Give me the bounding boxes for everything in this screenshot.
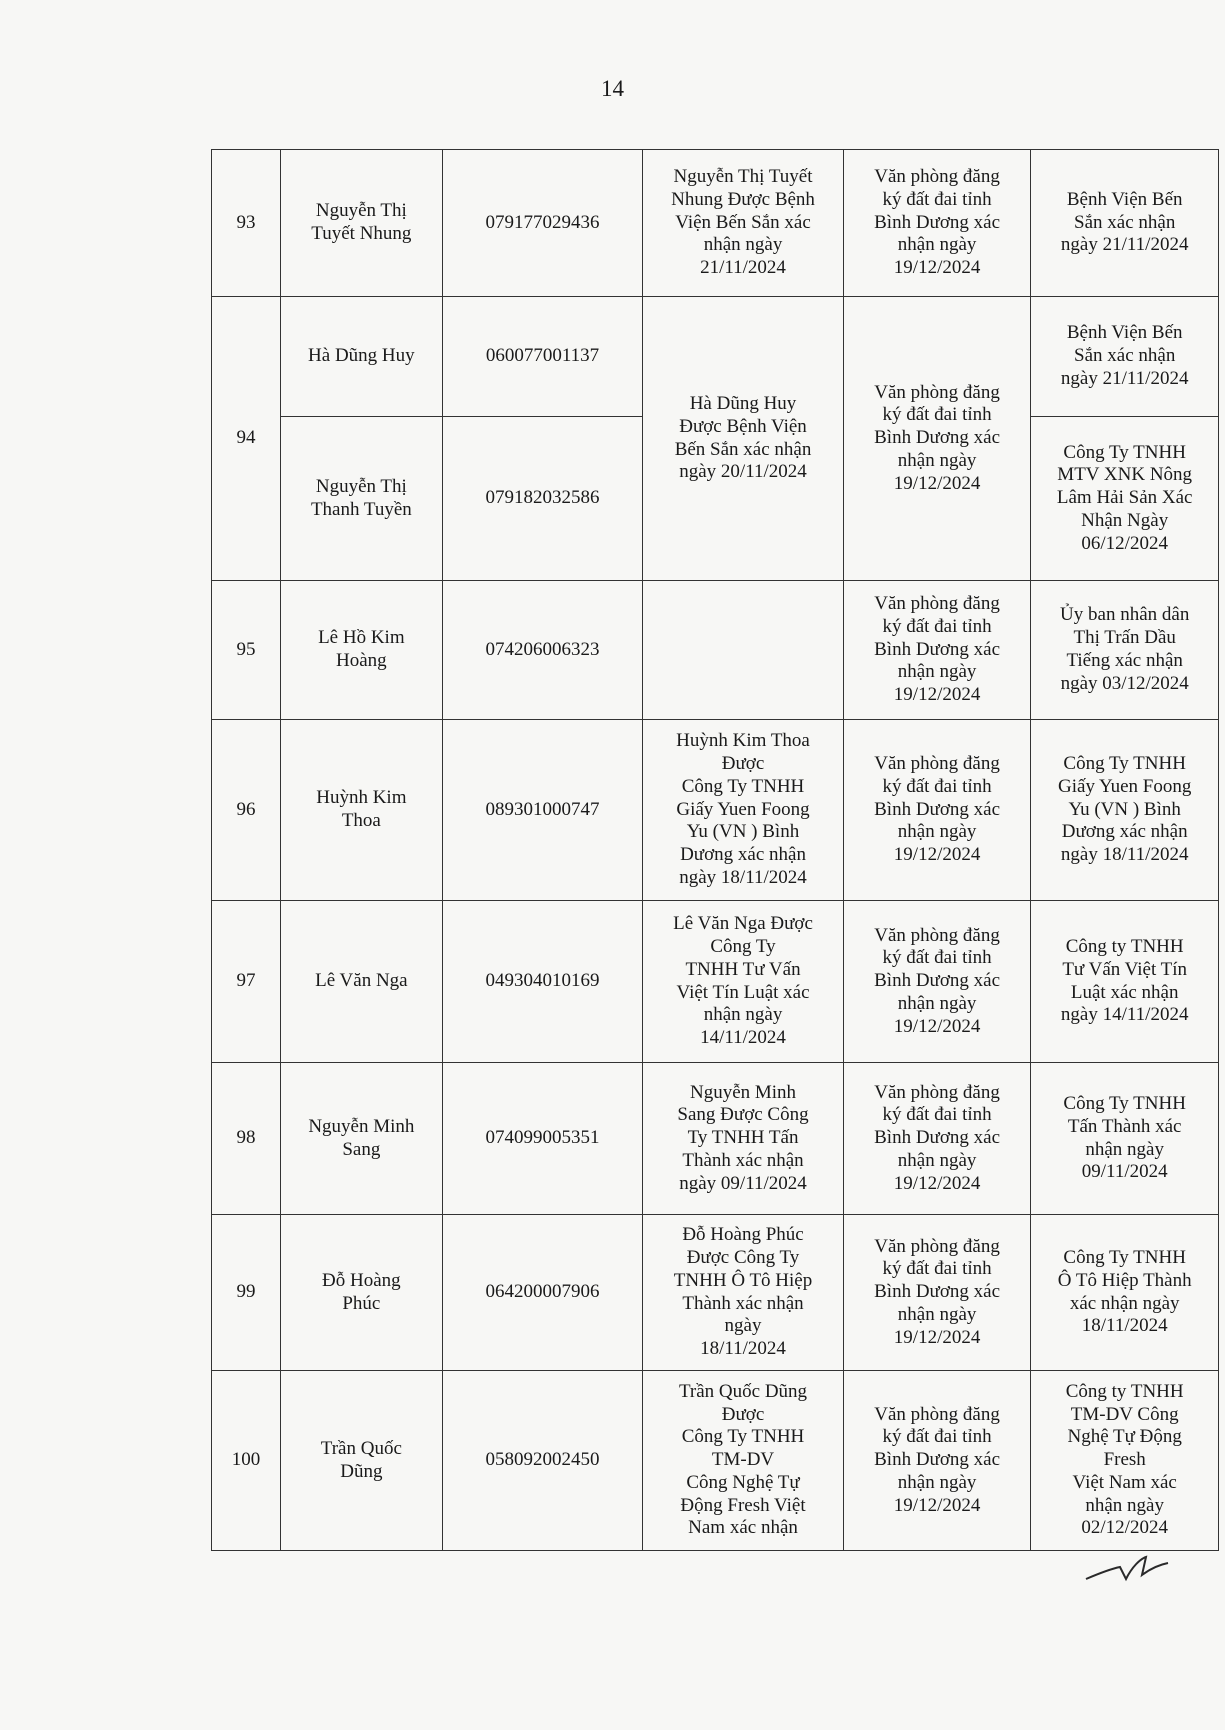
name-cell: Nguyễn Thị Thanh Tuyền [281, 417, 443, 581]
name-cell: Trần Quốc Dũng [281, 1371, 443, 1551]
note-cell: Lê Văn Nga Được Công Ty TNHH Tư Vấn Việt Tín Luật xác nhận ngày 14/11/2024 [643, 901, 844, 1063]
records-table [211, 149, 1219, 1551]
row-number-cell: 94 [212, 297, 281, 581]
note-cell: Nguyễn Thị Tuyết Nhung Được Bệnh Viện Bến Sắn xác nhận ngày 21/11/2024 [643, 150, 844, 297]
table-row [212, 720, 1219, 901]
note-cell: Nguyễn Minh Sang Được Công Ty TNHH Tấn Thành xác nhận ngày 09/11/2024 [643, 1063, 844, 1215]
confirmation-cell: Công ty TNHH TM-DV Công Nghệ Tự Động Fresh Việt Nam xác nhận ngày 02/12/2024 [1031, 1371, 1219, 1551]
confirmation-cell: Bệnh Viện Bến Sắn xác nhận ngày 21/11/2024 [1031, 150, 1219, 297]
id-number-cell: 089301000747 [442, 720, 643, 901]
id-number-cell: 064200007906 [442, 1215, 643, 1371]
row-number-cell: 95 [212, 581, 281, 720]
row-number-cell: 93 [212, 150, 281, 297]
office-confirmation-cell: Văn phòng đăng ký đất đai tỉnh Bình Dương xác nhận ngày 19/12/2024 [843, 150, 1031, 297]
table-row [212, 581, 1219, 720]
confirmation-cell: Công Ty TNHH Giấy Yuen Foong Yu (VN ) Bình Dương xác nhận ngày 18/11/2024 [1031, 720, 1219, 901]
note-cell: Đỗ Hoàng Phúc Được Công Ty TNHH Ô Tô Hiệp Thành xác nhận ngày 18/11/2024 [643, 1215, 844, 1371]
office-confirmation-cell: Văn phòng đăng ký đất đai tỉnh Bình Dương xác nhận ngày 19/12/2024 [843, 297, 1031, 581]
row-number-cell: 97 [212, 901, 281, 1063]
confirmation-cell: Ủy ban nhân dân Thị Trấn Dầu Tiếng xác nhận ngày 03/12/2024 [1031, 581, 1219, 720]
note-cell: Trần Quốc Dũng Được Công Ty TNHH TM-DV Công Nghệ Tự Động Fresh Việt Nam xác nhận [643, 1371, 844, 1551]
note-cell: Huỳnh Kim Thoa Được Công Ty TNHH Giấy Yuen Foong Yu (VN ) Bình Dương xác nhận ngày 18/11/2024 [643, 720, 844, 901]
id-number-cell: 079177029436 [442, 150, 643, 297]
name-cell: Đỗ Hoàng Phúc [281, 1215, 443, 1371]
id-number-cell: 060077001137 [442, 297, 643, 417]
page-number: 14 [601, 76, 624, 101]
name-cell: Hà Dũng Huy [281, 297, 443, 417]
row-number-cell: 99 [212, 1215, 281, 1371]
note-cell [643, 581, 844, 720]
confirmation-cell: Công Ty TNHH Ô Tô Hiệp Thành xác nhận ngày 18/11/2024 [1031, 1215, 1219, 1371]
name-cell: Lê Văn Nga [281, 901, 443, 1063]
name-cell: Nguyễn Minh Sang [281, 1063, 443, 1215]
name-cell: Nguyễn Thị Tuyết Nhung [281, 150, 443, 297]
table-row [212, 1063, 1219, 1215]
office-confirmation-cell: Văn phòng đăng ký đất đai tỉnh Bình Dương xác nhận ngày 19/12/2024 [843, 1371, 1031, 1551]
confirmation-cell: Công Ty TNHH Tấn Thành xác nhận ngày 09/11/2024 [1031, 1063, 1219, 1215]
note-cell: Hà Dũng Huy Được Bệnh Viện Bến Sắn xác nhận ngày 20/11/2024 [643, 297, 844, 581]
row-number-cell: 98 [212, 1063, 281, 1215]
office-confirmation-cell: Văn phòng đăng ký đất đai tỉnh Bình Dương xác nhận ngày 19/12/2024 [843, 1063, 1031, 1215]
id-number-cell: 049304010169 [442, 901, 643, 1063]
table-row [212, 150, 1219, 297]
row-number-cell: 96 [212, 720, 281, 901]
id-number-cell: 058092002450 [442, 1371, 643, 1551]
name-cell: Lê Hồ Kim Hoàng [281, 581, 443, 720]
office-confirmation-cell: Văn phòng đăng ký đất đai tỉnh Bình Dương xác nhận ngày 19/12/2024 [843, 720, 1031, 901]
table-row [212, 1215, 1219, 1371]
table-row [212, 1371, 1219, 1551]
confirmation-cell: Công ty TNHH Tư Vấn Việt Tín Luật xác nhận ngày 14/11/2024 [1031, 901, 1219, 1063]
confirmation-cell: Bệnh Viện Bến Sắn xác nhận ngày 21/11/2024 [1031, 297, 1219, 417]
office-confirmation-cell: Văn phòng đăng ký đất đai tỉnh Bình Dương xác nhận ngày 19/12/2024 [843, 1215, 1031, 1371]
row-number-cell: 100 [212, 1371, 281, 1551]
office-confirmation-cell: Văn phòng đăng ký đất đai tỉnh Bình Dương xác nhận ngày 19/12/2024 [843, 581, 1031, 720]
id-number-cell: 074206006323 [442, 581, 643, 720]
table-row [212, 901, 1219, 1063]
table-row [212, 297, 1219, 417]
id-number-cell: 079182032586 [442, 417, 643, 581]
office-confirmation-cell: Văn phòng đăng ký đất đai tỉnh Bình Dương xác nhận ngày 19/12/2024 [843, 901, 1031, 1063]
id-number-cell: 074099005351 [442, 1063, 643, 1215]
signature-mark [1082, 1553, 1172, 1589]
confirmation-cell: Công Ty TNHH MTV XNK Nông Lâm Hải Sản Xác Nhận Ngày 06/12/2024 [1031, 417, 1219, 581]
name-cell: Huỳnh Kim Thoa [281, 720, 443, 901]
